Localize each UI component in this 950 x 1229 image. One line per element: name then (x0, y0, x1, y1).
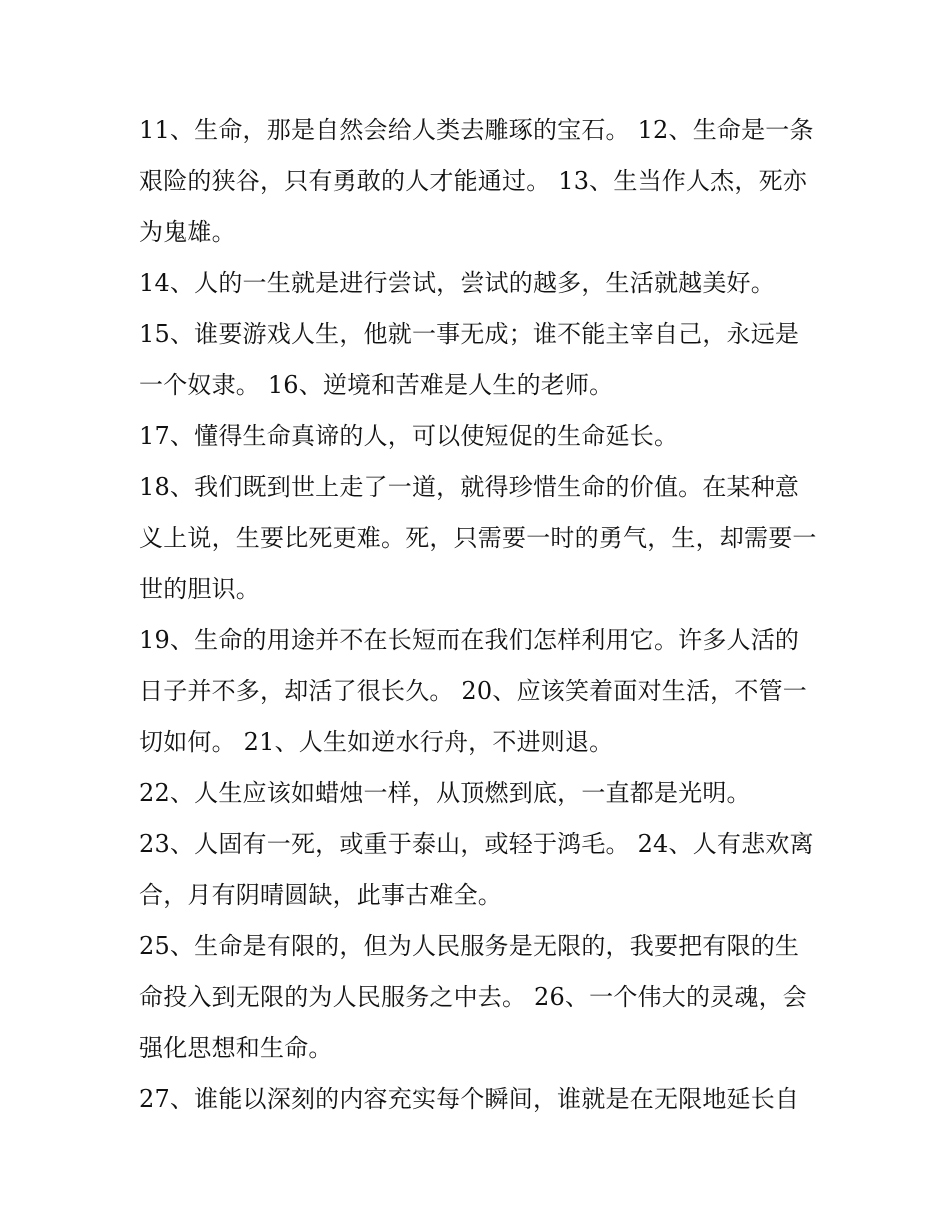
paragraph-quote-27: 27、谁能以深刻的内容充实每个瞬间，谁就是在无限地延长自 (139, 1085, 800, 1113)
paragraph-quote-17: 17、懂得生命真谛的人，可以使短促的生命延长。 (139, 422, 679, 450)
document-body (139, 105, 819, 1125)
paragraph-quotes-11-13: 11、生命，那是自然会给人类去雕琢的宝石。 12、生命是一条艰险的狭谷，只有勇敢的人才能通过。 13、生当作人杰，死亦为鬼雄。 (139, 116, 814, 246)
paragraph-quote-14: 14、人的一生就是进行尝试，尝试的越多，生活就越美好。 (139, 269, 775, 297)
paragraph-quote-18: 18、我们既到世上走了一道，就得珍惜生命的价值。在某种意义上说，生要比死更难。死，只需要一时的勇气，生，却需要一世的胆识。 (139, 473, 817, 603)
paragraph-quotes-15-16: 15、谁要游戏人生，他就一事无成；谁不能主宰自己，永远是一个奴隶。 16、逆境和苦难是人生的老师。 (139, 320, 800, 399)
paragraph-quotes-25-26: 25、生命是有限的，但为人民服务是无限的，我要把有限的生命投入到无限的为人民服务之中去。 26、一个伟大的灵魂，会强化思想和生命。 (139, 932, 807, 1062)
paragraph-quotes-19-21: 19、生命的用途并不在长短而在我们怎样利用它。许多人活的日子并不多，却活了很长久。 20、应该笑着面对生活，不管一切如何。 21、人生如逆水行舟，不进则退。 (139, 626, 807, 756)
paragraph-quotes-23-24: 23、人固有一死，或重于泰山，或轻于鸿毛。 24、人有悲欢离合，月有阴晴圆缺，此事古难全。 (139, 830, 814, 909)
paragraph-quote-22: 22、人生应该如蜡烛一样，从顶燃到底，一直都是光明。 (139, 779, 751, 807)
